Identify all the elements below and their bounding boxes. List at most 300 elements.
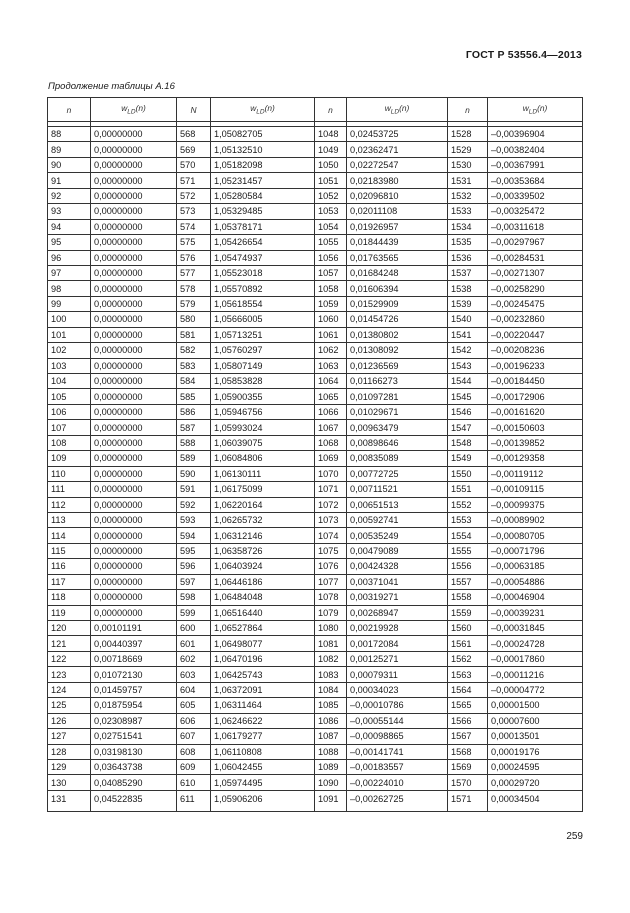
table-row: [48, 605, 583, 620]
index-cell: 593: [177, 512, 211, 527]
index-cell: 1076: [315, 559, 347, 574]
page-number: 259: [566, 831, 583, 842]
index-cell: 121: [48, 636, 91, 651]
value-cell: –0,00063185: [488, 559, 583, 574]
value-cell: –0,00208236: [488, 343, 583, 358]
value-cell: 0,01380802: [347, 327, 448, 342]
value-cell: 0,00000000: [91, 358, 177, 373]
value-cell: 0,00000000: [91, 265, 177, 280]
value-cell: 0,00000000: [91, 281, 177, 296]
index-cell: 1063: [315, 358, 347, 373]
index-cell: 94: [48, 219, 91, 234]
table-row: [48, 358, 583, 373]
index-cell: 118: [48, 590, 91, 605]
value-cell: –0,00119112: [488, 466, 583, 481]
value-cell: 1,06498077: [211, 636, 315, 651]
value-cell: 0,00000000: [91, 543, 177, 558]
value-cell: –0,00262725: [347, 790, 448, 811]
table-row: [48, 281, 583, 296]
table-row: [48, 636, 583, 651]
value-cell: 1,06425743: [211, 667, 315, 682]
value-cell: 1,05082705: [211, 127, 315, 142]
value-cell: 0,00000000: [91, 204, 177, 219]
index-cell: 1557: [448, 574, 488, 589]
value-cell: –0,00224010: [347, 775, 448, 790]
value-cell: 0,00772725: [347, 466, 448, 481]
index-cell: 129: [48, 759, 91, 774]
index-cell: 602: [177, 651, 211, 666]
index-cell: 578: [177, 281, 211, 296]
value-cell: 0,02011108: [347, 204, 448, 219]
index-cell: 1066: [315, 404, 347, 419]
index-cell: 1048: [315, 127, 347, 142]
index-cell: 109: [48, 451, 91, 466]
value-cell: –0,00297967: [488, 235, 583, 250]
value-cell: 0,00001500: [488, 698, 583, 713]
value-cell: 0,00079311: [347, 667, 448, 682]
value-cell: 1,05523018: [211, 265, 315, 280]
index-cell: 571: [177, 173, 211, 188]
index-cell: 573: [177, 204, 211, 219]
col-header-wld: $w_{LD}(n)$: [91, 98, 177, 122]
index-cell: 1065: [315, 389, 347, 404]
value-cell: –0,00098865: [347, 729, 448, 744]
value-cell: 1,06470196: [211, 651, 315, 666]
value-cell: 1,06527864: [211, 621, 315, 636]
index-cell: 102: [48, 343, 91, 358]
table-row: [48, 466, 583, 481]
index-cell: 589: [177, 451, 211, 466]
table-row: [48, 343, 583, 358]
value-cell: –0,00311618: [488, 219, 583, 234]
value-cell: 0,02096810: [347, 188, 448, 203]
value-cell: 0,01236569: [347, 358, 448, 373]
value-cell: 0,00000000: [91, 157, 177, 172]
value-cell: 0,00479089: [347, 543, 448, 558]
document-header: ГОСТ Р 53556.4—2013: [465, 49, 582, 61]
index-cell: 583: [177, 358, 211, 373]
value-cell: 0,00000000: [91, 590, 177, 605]
index-cell: 1555: [448, 543, 488, 558]
table-row: [48, 188, 583, 203]
value-cell: –0,00183557: [347, 759, 448, 774]
index-cell: 127: [48, 729, 91, 744]
value-cell: 0,02751541: [91, 729, 177, 744]
col-header-n: n: [48, 98, 91, 122]
table-row: [48, 204, 583, 219]
index-cell: 1090: [315, 775, 347, 790]
index-cell: 131: [48, 790, 91, 811]
index-cell: 1073: [315, 512, 347, 527]
table-row: [48, 296, 583, 311]
table-row: [48, 574, 583, 589]
value-cell: –0,00339502: [488, 188, 583, 203]
index-cell: 1559: [448, 605, 488, 620]
index-cell: 568: [177, 127, 211, 142]
value-cell: –0,00139852: [488, 435, 583, 450]
index-cell: 1550: [448, 466, 488, 481]
value-cell: –0,00232860: [488, 312, 583, 327]
value-cell: 0,00000000: [91, 173, 177, 188]
value-cell: 0,01097281: [347, 389, 448, 404]
value-cell: 0,00024595: [488, 759, 583, 774]
index-cell: 1079: [315, 605, 347, 620]
value-cell: 0,00219928: [347, 621, 448, 636]
value-cell: 1,06516440: [211, 605, 315, 620]
index-cell: 1049: [315, 142, 347, 157]
index-cell: 1069: [315, 451, 347, 466]
value-cell: 0,00000000: [91, 374, 177, 389]
index-cell: 581: [177, 327, 211, 342]
index-cell: 600: [177, 621, 211, 636]
index-cell: 1533: [448, 204, 488, 219]
value-cell: 0,00718669: [91, 651, 177, 666]
value-cell: –0,00150603: [488, 420, 583, 435]
index-cell: 110: [48, 466, 91, 481]
index-cell: 599: [177, 605, 211, 620]
index-cell: 1085: [315, 698, 347, 713]
value-cell: 0,00898646: [347, 435, 448, 450]
value-cell: 0,00535249: [347, 528, 448, 543]
index-cell: 580: [177, 312, 211, 327]
value-cell: 0,01844439: [347, 235, 448, 250]
index-cell: 576: [177, 250, 211, 265]
table-row: [48, 250, 583, 265]
value-cell: 0,00000000: [91, 343, 177, 358]
value-cell: 1,05378171: [211, 219, 315, 234]
col-header-n: n: [448, 98, 488, 122]
table-row: [48, 157, 583, 172]
value-cell: 0,00000000: [91, 497, 177, 512]
value-cell: 1,05329485: [211, 204, 315, 219]
value-cell: 0,00000000: [91, 312, 177, 327]
index-cell: 1061: [315, 327, 347, 342]
index-cell: 1551: [448, 482, 488, 497]
value-cell: 0,01454726: [347, 312, 448, 327]
value-cell: 0,01308092: [347, 343, 448, 358]
value-cell: 0,00007600: [488, 713, 583, 728]
index-cell: 1088: [315, 744, 347, 759]
value-cell: 0,00019176: [488, 744, 583, 759]
value-cell: 0,01926957: [347, 219, 448, 234]
value-cell: 1,06220164: [211, 497, 315, 512]
index-cell: 1082: [315, 651, 347, 666]
value-cell: 0,00000000: [91, 605, 177, 620]
index-cell: 115: [48, 543, 91, 558]
index-cell: 1539: [448, 296, 488, 311]
value-cell: 0,00000000: [91, 235, 177, 250]
table-row: [48, 127, 583, 142]
index-cell: 117: [48, 574, 91, 589]
index-cell: 586: [177, 404, 211, 419]
value-cell: –0,00011216: [488, 667, 583, 682]
index-cell: 587: [177, 420, 211, 435]
value-cell: 1,05618554: [211, 296, 315, 311]
value-cell: –0,00367991: [488, 157, 583, 172]
index-cell: 90: [48, 157, 91, 172]
value-cell: –0,00382404: [488, 142, 583, 157]
table-row: [48, 744, 583, 759]
value-cell: 0,02183980: [347, 173, 448, 188]
value-cell: 0,00101191: [91, 621, 177, 636]
index-cell: 1571: [448, 790, 488, 811]
value-cell: 1,06246622: [211, 713, 315, 728]
value-cell: 0,00000000: [91, 389, 177, 404]
index-cell: 1532: [448, 188, 488, 203]
index-cell: 130: [48, 775, 91, 790]
index-cell: 126: [48, 713, 91, 728]
index-cell: 1565: [448, 698, 488, 713]
value-cell: 0,01763565: [347, 250, 448, 265]
index-cell: 608: [177, 744, 211, 759]
value-cell: 0,00963479: [347, 420, 448, 435]
table-header-row: [48, 98, 583, 122]
index-cell: 577: [177, 265, 211, 280]
index-cell: 1053: [315, 204, 347, 219]
table-row: [48, 590, 583, 605]
value-cell: 0,00034023: [347, 682, 448, 697]
value-cell: –0,00046904: [488, 590, 583, 605]
index-cell: 100: [48, 312, 91, 327]
value-cell: 0,04085290: [91, 775, 177, 790]
index-cell: 1074: [315, 528, 347, 543]
table-row: [48, 173, 583, 188]
index-cell: 597: [177, 574, 211, 589]
value-cell: –0,00080705: [488, 528, 583, 543]
value-cell: 0,00000000: [91, 250, 177, 265]
value-cell: 0,02453725: [347, 127, 448, 142]
index-cell: 606: [177, 713, 211, 728]
index-cell: 1566: [448, 713, 488, 728]
value-cell: 0,01459757: [91, 682, 177, 697]
index-cell: 116: [48, 559, 91, 574]
col-header-n: N: [177, 98, 211, 122]
index-cell: 1568: [448, 744, 488, 759]
value-cell: 1,05906206: [211, 790, 315, 811]
index-cell: 609: [177, 759, 211, 774]
value-cell: 1,06110808: [211, 744, 315, 759]
value-cell: 1,06372091: [211, 682, 315, 697]
value-cell: –0,00141741: [347, 744, 448, 759]
index-cell: 1077: [315, 574, 347, 589]
value-cell: 0,02272547: [347, 157, 448, 172]
index-cell: 92: [48, 188, 91, 203]
index-cell: 1570: [448, 775, 488, 790]
index-cell: 1556: [448, 559, 488, 574]
value-cell: 0,00592741: [347, 512, 448, 527]
table-row: [48, 698, 583, 713]
index-cell: 596: [177, 559, 211, 574]
index-cell: 107: [48, 420, 91, 435]
index-cell: 91: [48, 173, 91, 188]
value-cell: 1,06311464: [211, 698, 315, 713]
value-cell: –0,00220447: [488, 327, 583, 342]
index-cell: 93: [48, 204, 91, 219]
table-row: [48, 651, 583, 666]
index-cell: 1083: [315, 667, 347, 682]
index-cell: 1068: [315, 435, 347, 450]
index-cell: 1075: [315, 543, 347, 558]
index-cell: 604: [177, 682, 211, 697]
index-cell: 1544: [448, 374, 488, 389]
index-cell: 1547: [448, 420, 488, 435]
value-cell: –0,00396904: [488, 127, 583, 142]
index-cell: 585: [177, 389, 211, 404]
index-cell: 603: [177, 667, 211, 682]
value-cell: –0,00245475: [488, 296, 583, 311]
index-cell: 605: [177, 698, 211, 713]
value-cell: 0,00000000: [91, 142, 177, 157]
value-cell: 0,00440397: [91, 636, 177, 651]
value-cell: –0,00258290: [488, 281, 583, 296]
value-cell: 0,00711521: [347, 482, 448, 497]
index-cell: 1536: [448, 250, 488, 265]
index-cell: 96: [48, 250, 91, 265]
index-cell: 122: [48, 651, 91, 666]
table-row: [48, 528, 583, 543]
index-cell: 1062: [315, 343, 347, 358]
table-row: [48, 543, 583, 558]
index-cell: 592: [177, 497, 211, 512]
index-cell: 1537: [448, 265, 488, 280]
value-cell: 0,00000000: [91, 466, 177, 481]
index-cell: 1056: [315, 250, 347, 265]
index-cell: 1060: [315, 312, 347, 327]
value-cell: –0,00010786: [347, 698, 448, 713]
value-cell: 0,00125271: [347, 651, 448, 666]
table-row: [48, 497, 583, 512]
index-cell: 1072: [315, 497, 347, 512]
index-cell: 97: [48, 265, 91, 280]
index-cell: 1561: [448, 636, 488, 651]
index-cell: 1530: [448, 157, 488, 172]
index-cell: 1535: [448, 235, 488, 250]
value-cell: 1,05182098: [211, 157, 315, 172]
value-cell: 1,06179277: [211, 729, 315, 744]
value-cell: 0,00000000: [91, 420, 177, 435]
index-cell: 108: [48, 435, 91, 450]
value-cell: 0,00034504: [488, 790, 583, 811]
index-cell: 1540: [448, 312, 488, 327]
value-cell: 0,00000000: [91, 127, 177, 142]
value-cell: –0,00161620: [488, 404, 583, 419]
table-row: [48, 621, 583, 636]
index-cell: 1054: [315, 219, 347, 234]
table-row: [48, 420, 583, 435]
value-cell: 1,06403924: [211, 559, 315, 574]
value-cell: 1,06130111: [211, 466, 315, 481]
col-header-wld: $w_{LD}(n)$: [488, 98, 583, 122]
table-row: [48, 312, 583, 327]
value-cell: 1,05993024: [211, 420, 315, 435]
index-cell: 575: [177, 235, 211, 250]
index-cell: 1567: [448, 729, 488, 744]
value-cell: 0,00000000: [91, 574, 177, 589]
index-cell: 1558: [448, 590, 488, 605]
col-header-wld: $w_{LD}(n)$: [347, 98, 448, 122]
table-row: [48, 512, 583, 527]
table-row: [48, 713, 583, 728]
value-cell: –0,00054886: [488, 574, 583, 589]
table-row: [48, 265, 583, 280]
value-cell: 1,06039075: [211, 435, 315, 450]
index-cell: 1087: [315, 729, 347, 744]
value-cell: –0,00325472: [488, 204, 583, 219]
table-row: [48, 790, 583, 811]
index-cell: 124: [48, 682, 91, 697]
index-cell: 588: [177, 435, 211, 450]
table-row: [48, 219, 583, 234]
value-cell: 0,00172084: [347, 636, 448, 651]
index-cell: 105: [48, 389, 91, 404]
value-cell: –0,00039231: [488, 605, 583, 620]
index-cell: 89: [48, 142, 91, 157]
value-cell: 0,00029720: [488, 775, 583, 790]
value-cell: 0,00000000: [91, 528, 177, 543]
index-cell: 1546: [448, 404, 488, 419]
index-cell: 1057: [315, 265, 347, 280]
value-cell: 0,01029671: [347, 404, 448, 419]
index-cell: 111: [48, 482, 91, 497]
index-cell: 1080: [315, 621, 347, 636]
value-cell: –0,00129358: [488, 451, 583, 466]
index-cell: 582: [177, 343, 211, 358]
value-cell: 0,00424328: [347, 559, 448, 574]
index-cell: 1086: [315, 713, 347, 728]
index-cell: 1549: [448, 451, 488, 466]
index-cell: 1538: [448, 281, 488, 296]
value-cell: 1,05900355: [211, 389, 315, 404]
index-cell: 572: [177, 188, 211, 203]
value-cell: 0,01875954: [91, 698, 177, 713]
table-row: [48, 327, 583, 342]
value-cell: –0,00196233: [488, 358, 583, 373]
index-cell: 1531: [448, 173, 488, 188]
value-cell: 0,00268947: [347, 605, 448, 620]
value-cell: 0,01072130: [91, 667, 177, 682]
value-cell: 1,06175099: [211, 482, 315, 497]
value-cell: 1,05666005: [211, 312, 315, 327]
index-cell: 594: [177, 528, 211, 543]
value-cell: 0,00319271: [347, 590, 448, 605]
index-cell: 114: [48, 528, 91, 543]
index-cell: 1543: [448, 358, 488, 373]
value-cell: –0,00031845: [488, 621, 583, 636]
index-cell: 611: [177, 790, 211, 811]
value-cell: 1,06484048: [211, 590, 315, 605]
index-cell: 1554: [448, 528, 488, 543]
value-cell: 0,00000000: [91, 188, 177, 203]
value-cell: 1,05713251: [211, 327, 315, 342]
col-header-wld: $w_{LD}(n)$: [211, 98, 315, 122]
index-cell: 103: [48, 358, 91, 373]
index-cell: 98: [48, 281, 91, 296]
value-cell: 1,05807149: [211, 358, 315, 373]
index-cell: 1091: [315, 790, 347, 811]
table-row: [48, 404, 583, 419]
table-row: [48, 729, 583, 744]
value-cell: 1,06084806: [211, 451, 315, 466]
value-cell: 0,03198130: [91, 744, 177, 759]
value-cell: 0,00835089: [347, 451, 448, 466]
index-cell: 591: [177, 482, 211, 497]
index-cell: 1089: [315, 759, 347, 774]
value-cell: 1,06265732: [211, 512, 315, 527]
value-cell: 1,05132510: [211, 142, 315, 157]
index-cell: 579: [177, 296, 211, 311]
index-cell: 1081: [315, 636, 347, 651]
index-cell: 104: [48, 374, 91, 389]
